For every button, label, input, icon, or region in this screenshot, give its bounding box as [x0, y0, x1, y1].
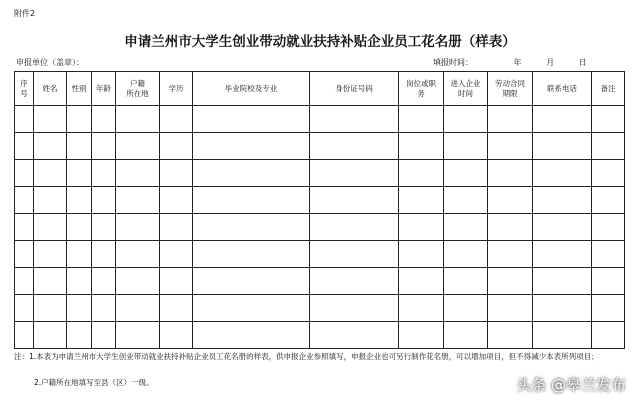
cell-age — [92, 241, 116, 268]
table-body — [15, 106, 625, 349]
column-header-seq: 序 号 — [15, 72, 34, 106]
cell-seq — [15, 295, 34, 322]
cell-age — [92, 160, 116, 187]
cell-hukou — [116, 160, 160, 187]
cell-id-number — [310, 160, 399, 187]
cell-seq — [15, 187, 34, 214]
cell-seq — [15, 268, 34, 295]
cell-contract-term — [488, 214, 533, 241]
table-row — [15, 268, 625, 295]
cell-phone — [533, 241, 592, 268]
cell-gender — [67, 322, 92, 349]
column-header-position: 岗位或职 务 — [399, 72, 444, 106]
cell-education — [160, 268, 193, 295]
cell-seq — [15, 133, 34, 160]
table-row — [15, 322, 625, 349]
cell-join-date — [444, 241, 488, 268]
cell-remark — [592, 214, 625, 241]
cell-join-date — [444, 106, 488, 133]
cell-gender — [67, 187, 92, 214]
cell-phone — [533, 133, 592, 160]
watermark: 头条 @皋兰发布 — [516, 376, 626, 394]
table-row — [15, 214, 625, 241]
cell-age — [92, 187, 116, 214]
cell-hukou — [116, 214, 160, 241]
cell-gender — [67, 160, 92, 187]
cell-hukou — [116, 241, 160, 268]
fill-time-row — [433, 57, 587, 68]
cell-hukou — [116, 322, 160, 349]
cell-name — [34, 241, 67, 268]
cell-remark — [592, 268, 625, 295]
cell-position — [399, 322, 444, 349]
cell-name — [34, 160, 67, 187]
cell-age — [92, 322, 116, 349]
cell-phone — [533, 187, 592, 214]
cell-education — [160, 106, 193, 133]
cell-position — [399, 160, 444, 187]
note-2: 2.户籍所在地填写至县（区）一级。 — [34, 378, 154, 387]
day-label: 日 — [578, 58, 587, 67]
cell-remark — [592, 187, 625, 214]
employee-roster-table — [14, 71, 625, 349]
cell-name — [34, 106, 67, 133]
column-header-id-number: 身份证号码 — [310, 72, 399, 106]
table-row — [15, 160, 625, 187]
applicant-unit-label: 申报单位（盖章）： — [16, 58, 84, 67]
cell-phone — [533, 268, 592, 295]
cell-hukou — [116, 268, 160, 295]
cell-hukou — [116, 133, 160, 160]
cell-school-major — [193, 322, 310, 349]
cell-name — [34, 133, 67, 160]
cell-gender — [67, 268, 92, 295]
table-row — [15, 133, 625, 160]
fill-time-label: 填报时间： — [433, 58, 473, 67]
cell-remark — [592, 322, 625, 349]
cell-remark — [592, 106, 625, 133]
cell-gender — [67, 241, 92, 268]
cell-seq — [15, 214, 34, 241]
cell-education — [160, 241, 193, 268]
cell-phone — [533, 322, 592, 349]
column-header-name: 姓名 — [34, 72, 67, 106]
cell-name — [34, 187, 67, 214]
cell-phone — [533, 295, 592, 322]
cell-contract-term — [488, 268, 533, 295]
column-header-remark: 备注 — [592, 72, 625, 106]
cell-remark — [592, 133, 625, 160]
cell-contract-term — [488, 295, 533, 322]
cell-contract-term — [488, 160, 533, 187]
cell-education — [160, 214, 193, 241]
column-header-school-major: 毕业院校及专业 — [193, 72, 310, 106]
column-header-contract-term: 劳动合同 期限 — [488, 72, 533, 106]
cell-school-major — [193, 106, 310, 133]
cell-education — [160, 295, 193, 322]
cell-join-date — [444, 322, 488, 349]
cell-join-date — [444, 214, 488, 241]
cell-position — [399, 295, 444, 322]
column-header-join-date: 进入企业 时间 — [444, 72, 488, 106]
cell-school-major — [193, 133, 310, 160]
cell-phone — [533, 160, 592, 187]
cell-position — [399, 187, 444, 214]
cell-gender — [67, 133, 92, 160]
table-row — [15, 241, 625, 268]
cell-gender — [67, 106, 92, 133]
cell-remark — [592, 241, 625, 268]
cell-position — [399, 106, 444, 133]
cell-school-major — [193, 295, 310, 322]
cell-name — [34, 322, 67, 349]
cell-seq — [15, 322, 34, 349]
cell-contract-term — [488, 187, 533, 214]
cell-name — [34, 268, 67, 295]
cell-position — [399, 241, 444, 268]
cell-education — [160, 160, 193, 187]
cell-join-date — [444, 187, 488, 214]
cell-position — [399, 214, 444, 241]
cell-age — [92, 295, 116, 322]
cell-age — [92, 214, 116, 241]
cell-position — [399, 268, 444, 295]
column-header-gender: 性别 — [67, 72, 92, 106]
cell-gender — [67, 214, 92, 241]
cell-seq — [15, 106, 34, 133]
cell-phone — [533, 106, 592, 133]
cell-school-major — [193, 160, 310, 187]
cell-id-number — [310, 241, 399, 268]
column-header-education: 学历 — [160, 72, 193, 106]
cell-id-number — [310, 322, 399, 349]
cell-id-number — [310, 214, 399, 241]
cell-position — [399, 133, 444, 160]
column-header-age: 年龄 — [92, 72, 116, 106]
cell-hukou — [116, 295, 160, 322]
cell-contract-term — [488, 133, 533, 160]
cell-age — [92, 106, 116, 133]
cell-school-major — [193, 268, 310, 295]
cell-school-major — [193, 187, 310, 214]
month-label: 月 — [546, 58, 555, 67]
attachment-label: 附件2 — [14, 9, 36, 18]
cell-join-date — [444, 133, 488, 160]
form-title: 申请兰州市大学生创业带动就业扶持补贴企业员工花名册（样表） — [124, 34, 516, 50]
cell-hukou — [116, 187, 160, 214]
cell-name — [34, 214, 67, 241]
cell-id-number — [310, 268, 399, 295]
table-header-row — [15, 72, 625, 106]
cell-remark — [592, 160, 625, 187]
cell-age — [92, 133, 116, 160]
cell-age — [92, 268, 116, 295]
table-row — [15, 106, 625, 133]
cell-id-number — [310, 133, 399, 160]
column-header-hukou: 户籍 所在地 — [116, 72, 160, 106]
cell-id-number — [310, 106, 399, 133]
cell-education — [160, 133, 193, 160]
column-header-phone: 联系电话 — [533, 72, 592, 106]
cell-school-major — [193, 241, 310, 268]
cell-school-major — [193, 214, 310, 241]
cell-seq — [15, 241, 34, 268]
cell-id-number — [310, 187, 399, 214]
cell-join-date — [444, 295, 488, 322]
cell-join-date — [444, 160, 488, 187]
cell-hukou — [116, 106, 160, 133]
cell-contract-term — [488, 322, 533, 349]
cell-id-number — [310, 295, 399, 322]
cell-education — [160, 187, 193, 214]
cell-remark — [592, 295, 625, 322]
cell-education — [160, 322, 193, 349]
note-1: 注：1.本表为申请兰州市大学生创业带动就业扶持补贴企业员工花名册的样表，供申报企业参照填写，申报企业也可另行制作花名册，可以增加项目，但不得减少本表所列项目； — [14, 352, 599, 361]
cell-phone — [533, 214, 592, 241]
table-row — [15, 295, 625, 322]
year-label: 年 — [513, 58, 522, 67]
table-row — [15, 187, 625, 214]
cell-contract-term — [488, 241, 533, 268]
cell-join-date — [444, 268, 488, 295]
cell-contract-term — [488, 106, 533, 133]
cell-name — [34, 295, 67, 322]
cell-seq — [15, 160, 34, 187]
cell-gender — [67, 295, 92, 322]
